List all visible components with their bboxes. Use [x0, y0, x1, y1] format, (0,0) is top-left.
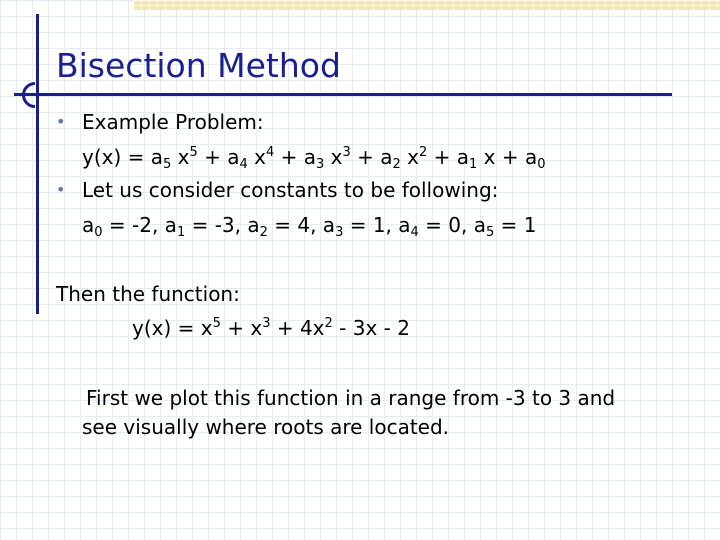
- conclusion-line-2: see visually where roots are located.: [82, 415, 450, 439]
- decorative-horizontal-rule: [14, 93, 672, 96]
- constants-values: $a_0 = -2$, $a_1 = -3$, $a_2 = 4$, $a_3 = 1$, $a_4 = 0$, $a_5 = 1$: [82, 213, 537, 240]
- bullet-icon: •: [56, 180, 66, 199]
- slide-title: Bisection Method: [56, 46, 341, 85]
- bullet-example-problem: Example Problem:: [82, 110, 264, 134]
- conclusion-line-1: First we plot this function in a range from -3 to 3 and: [86, 386, 616, 410]
- function-intro: Then the function:: [56, 282, 240, 306]
- general-equation: $y(x) = a_5$ $x^5 + a_4$ $x^4 + a_3$ $x^3 + a_2$ $x^2 + a_1$ $x + a_0$: [82, 145, 546, 172]
- bullet-icon: •: [56, 112, 66, 131]
- specific-function: $y(x) = x^5 + x^3 + 4x^2 - 3x - 2$: [132, 316, 410, 340]
- bullet-constants: Let us consider constants to be following:: [82, 178, 499, 202]
- decorative-top-bar: [133, 0, 720, 10]
- decorative-vertical-rule: [36, 14, 39, 314]
